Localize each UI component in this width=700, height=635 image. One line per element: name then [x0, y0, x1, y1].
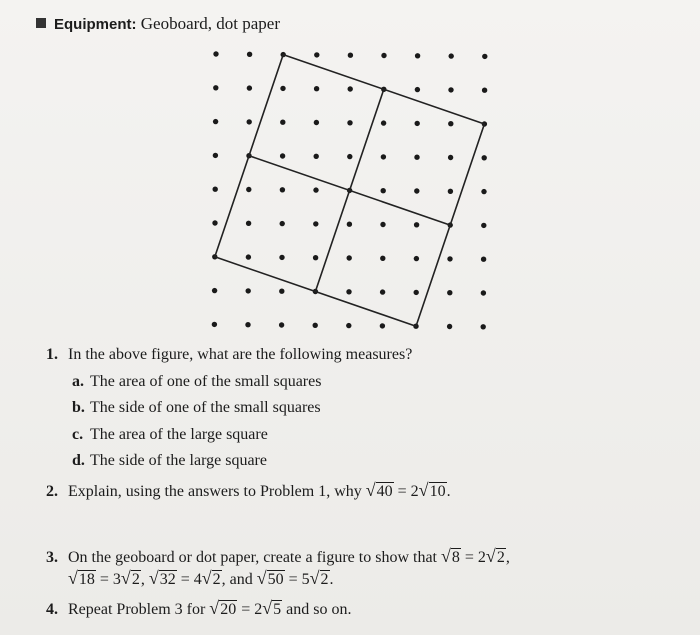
geoboard-dot [314, 154, 319, 159]
geoboard-dot [212, 288, 217, 293]
geoboard-dot [380, 289, 385, 294]
geoboard-dot [213, 85, 218, 90]
geoboard-dot [347, 255, 352, 260]
coefficient: 2 [254, 601, 263, 618]
problem-3-text: On the geoboard or dot paper, create a figure to show that [68, 549, 437, 566]
geoboard-dot [415, 121, 420, 126]
part-letter: c. [72, 426, 84, 443]
equals-sign: = [241, 601, 251, 618]
geoboard-dot [415, 53, 420, 58]
radicand: 2 [496, 549, 505, 566]
geoboard-dot [447, 324, 452, 329]
geoboard-dot [346, 289, 351, 294]
geoboard-dot [247, 52, 252, 57]
geoboard-dot [348, 86, 353, 91]
geoboard-dot [448, 155, 453, 160]
part-letter: d. [72, 452, 85, 469]
geoboard-dot [482, 88, 487, 93]
geoboard-dot [380, 323, 385, 328]
equals-sign: = [397, 483, 407, 500]
geoboard-dot [246, 288, 251, 293]
division-line-horizontal [249, 156, 450, 225]
geoboard-dot [482, 155, 487, 160]
geoboard-dot [212, 322, 217, 327]
conjunction: , and [221, 571, 253, 588]
problem-2-text: Explain, using the answers to Problem 1, why [68, 483, 362, 500]
geoboard-dot [449, 53, 454, 58]
geoboard-dot [447, 256, 452, 261]
geoboard-dot [381, 154, 386, 159]
problem-4-number: 4. [46, 601, 58, 618]
geoboard-dot [448, 121, 453, 126]
geoboard-dot [314, 120, 319, 125]
radicand: 20 [220, 601, 237, 618]
geoboard-dot [313, 221, 318, 226]
part-text: The area of one of the small squares [90, 373, 322, 390]
geoboard-dot [415, 87, 420, 92]
geoboard-dot [381, 120, 386, 125]
geoboard-dot [280, 187, 285, 192]
comma: , [140, 571, 145, 588]
problem-4: 4. Repeat Problem 3 for √20 = 2√5 and so on. [46, 598, 352, 618]
problem-3-number: 3. [46, 549, 58, 566]
comma: , [505, 549, 510, 566]
problem-1a [72, 372, 321, 392]
equals-sign: = [99, 571, 109, 588]
coefficient: 5 [301, 571, 310, 588]
radicand: 10 [429, 483, 446, 500]
equals-sign: = [464, 549, 474, 566]
problem-4-end: and so on. [286, 601, 352, 618]
geoboard-dot [347, 120, 352, 125]
geoboard-dot [279, 322, 284, 327]
geoboard-dot [414, 222, 419, 227]
problem-2-number: 2. [46, 483, 58, 500]
geoboard-dot [213, 153, 218, 158]
geoboard-dot [347, 154, 352, 159]
geoboard-dot [414, 290, 419, 295]
equipment-items: Geoboard, dot paper [140, 14, 281, 33]
geoboard-dot [280, 153, 285, 158]
radicand: 18 [78, 571, 95, 588]
part-text: The side of one of the small squares [90, 399, 321, 416]
geoboard-dot [246, 254, 251, 259]
coefficient: 2 [410, 483, 419, 500]
geoboard-dot [346, 323, 351, 328]
geoboard-dot [213, 187, 218, 192]
geoboard-dot [280, 221, 285, 226]
geoboard-dot [381, 53, 386, 58]
geoboard-dot [313, 187, 318, 192]
geoboard-dot [279, 255, 284, 260]
problem-4-text: Repeat Problem 3 for [68, 601, 206, 618]
geoboard-dot [447, 290, 452, 295]
problem-1d [72, 451, 267, 471]
geoboard-dot [245, 322, 250, 327]
problem-1-number: 1. [46, 346, 58, 363]
geoboard-dot [481, 223, 486, 228]
geoboard-dot [280, 86, 285, 91]
period: . [329, 571, 334, 588]
geoboard-dot [246, 187, 251, 192]
geoboard-dot [414, 155, 419, 160]
radicand: 2 [212, 571, 221, 588]
radicand: 2 [320, 571, 329, 588]
geoboard-dot [414, 256, 419, 261]
part-text: The side of the large square [90, 452, 267, 469]
radicand: 50 [267, 571, 284, 588]
geoboard-dot [280, 120, 285, 125]
geoboard-dot [348, 53, 353, 58]
part-letter: b. [72, 399, 85, 416]
problem-1-text: In the above figure, what are the following measures? [68, 346, 413, 363]
equals-sign: = [180, 571, 190, 588]
geoboard-dot [247, 85, 252, 90]
geoboard-dot [314, 52, 319, 57]
geoboard-dot [246, 221, 251, 226]
geoboard-dot [448, 87, 453, 92]
geoboard-dot [381, 188, 386, 193]
geoboard-dot [481, 189, 486, 194]
radicand: 40 [376, 483, 393, 500]
problem-1b [72, 398, 321, 418]
problem-1 [46, 345, 412, 365]
radicand: 2 [131, 571, 140, 588]
geoboard-dot [347, 222, 352, 227]
geoboard-dot [314, 86, 319, 91]
equipment-label: Equipment: [54, 16, 137, 33]
radicand: 8 [451, 549, 460, 566]
geoboard-dot [380, 256, 385, 261]
geoboard-dot [481, 257, 486, 262]
coefficient: 2 [477, 549, 486, 566]
problem-3: 3. On the geoboard or dot paper, create a figure to show that √8 = 2√2, [46, 546, 510, 566]
geoboard-dot [481, 324, 486, 329]
geoboard-dot [313, 323, 318, 328]
geoboard-dot [482, 54, 487, 59]
coefficient: 4 [193, 571, 202, 588]
radicand: 5 [273, 601, 282, 618]
problem-2: 2. Explain, using the answers to Problem 1, why √40 = 2√10. [46, 480, 451, 500]
geoboard-dot [212, 220, 217, 225]
radicand: 32 [159, 571, 176, 588]
geoboard-dot [213, 119, 218, 124]
geoboard-dot [279, 289, 284, 294]
geoboard-dot [313, 255, 318, 260]
coefficient: 3 [112, 571, 121, 588]
period: . [446, 483, 451, 500]
problem-1c [72, 425, 268, 445]
geoboard-dot [213, 51, 218, 56]
geoboard-dot [448, 189, 453, 194]
geoboard-dot [247, 119, 252, 124]
geoboard-dot [414, 188, 419, 193]
part-text: The area of the large square [90, 426, 268, 443]
geoboard-dot [380, 222, 385, 227]
part-letter: a. [72, 373, 84, 390]
equals-sign: = [288, 571, 298, 588]
problem-3-continued: √18 = 3√2, √32 = 4√2, and √50 = 5√2. [68, 568, 334, 588]
geoboard-dot [481, 290, 486, 295]
